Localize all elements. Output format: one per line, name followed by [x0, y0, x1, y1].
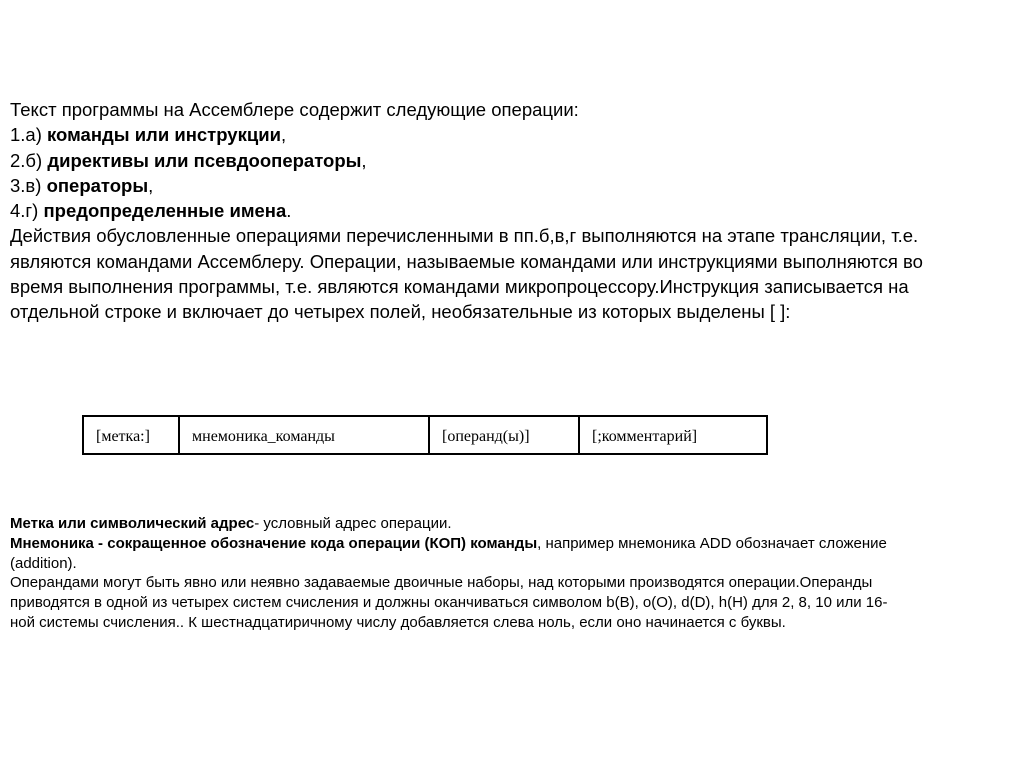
definitions-block	[10, 514, 1018, 633]
list-item-prefix: 3.в)	[10, 174, 47, 196]
paragraph-line: Действия обусловленные операциями перечисленными в пп.б,в,г выполняются на этапе трансляции, т.е.	[10, 225, 919, 247]
operand-line: ной системы счисления.. К шестнадцатиричному числу добавляется слева ноль, если оно начинается с буквы.	[10, 613, 786, 631]
mnemonic-description: , например мнемоника ADD обозначает сложение	[537, 534, 887, 552]
list-item-operators	[10, 173, 1015, 198]
list-item-suffix: ,	[361, 149, 367, 171]
field-label-cell: [метка:]	[84, 417, 180, 453]
label-term: Метка или символический адрес	[10, 515, 255, 532]
field-operand-cell: [операнд(ы)]	[430, 417, 580, 453]
list-item-predefined-names	[10, 198, 1015, 223]
list-item-commands	[10, 122, 1015, 147]
list-item-directives	[10, 148, 1015, 173]
list-item-term: операторы	[46, 174, 149, 196]
mnemonic-definition-cont: (addition).	[10, 554, 77, 572]
list-item-prefix: 1.а)	[10, 124, 48, 146]
field-comment-cell: [;комментарий]	[592, 428, 698, 445]
mnemonic-term: Мнемоника - сокращенное обозначение кода операции (КОП) команды	[10, 534, 538, 552]
intro-heading: Текст программы на Ассемблере содержит следующие операции:	[10, 99, 579, 120]
list-item-prefix: 2.б)	[10, 149, 48, 171]
field-mnemonic-cell: мнемоника_команды	[180, 417, 430, 453]
paragraph-line: отдельной строке и включает до четырех полей, необязательные из которых выделены [ ]:	[10, 301, 791, 323]
label-description: - условный адрес операции.	[254, 515, 452, 532]
instruction-fields-table	[82, 415, 768, 455]
intro-text-block	[10, 97, 1015, 325]
list-item-suffix: ,	[280, 124, 287, 146]
label-definition	[10, 514, 1018, 534]
list-item-term: команды или инструкции	[47, 124, 281, 146]
mnemonic-definition	[10, 534, 1018, 554]
paragraph-line: являются командами Ассемблеру. Операции, называемые командами или инструкциями выполняются во	[10, 250, 923, 272]
list-item-suffix: .	[286, 200, 292, 222]
operand-line: Операндами могут быть явно или неявно задаваемые двоичные наборы, над которыми производятся операции.Операнды	[10, 574, 873, 592]
list-item-term: предопределенные имена	[43, 200, 287, 222]
operand-line: приводятся в одной из четырех систем счисления и должны оканчиваться символом b(B), o(O), d(D), h(H) для 2, 8, 10 или 16-	[10, 594, 888, 612]
list-item-suffix: ,	[148, 174, 154, 196]
list-item-prefix: 4.г)	[10, 200, 44, 222]
list-item-term: директивы или псевдооператоры	[47, 149, 362, 171]
paragraph-line: время выполнения программы, т.е. являются командами микропроцессору.Инструкция записывается на	[10, 276, 909, 298]
